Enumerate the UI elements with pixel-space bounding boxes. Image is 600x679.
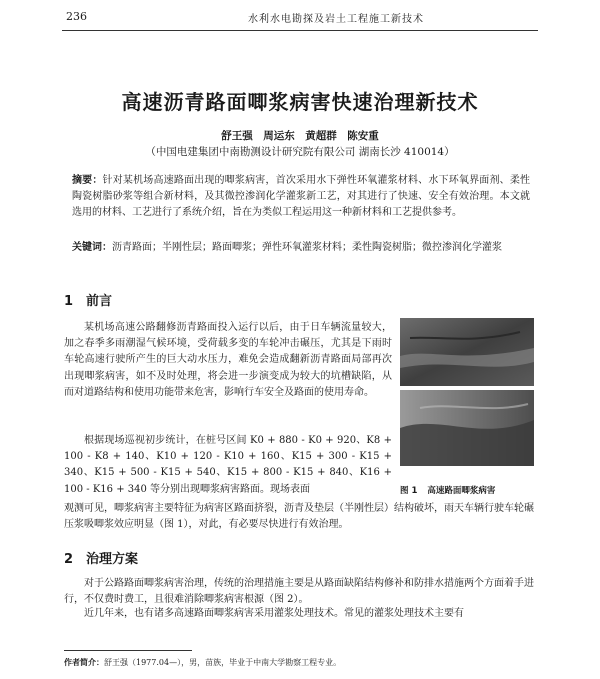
figure-caption <box>400 484 534 496</box>
abstract-label: 摘要： <box>72 175 103 186</box>
footnote-label: 作者简介： <box>64 658 104 667</box>
article-title: 高速沥青路面唧浆病害快速治理新技术 <box>121 90 479 114</box>
running-title: 水利水电勘探及岩土工程施工新技术 <box>248 14 424 25</box>
road-damage-photo <box>400 318 534 466</box>
abstract-text: 针对某机场高速路面出现的唧浆病害，首次采用水下弹性环氧灌浆材料、水下环氧界面剂、柔性陶瓷树脂砂浆等组合新材料，及其微控渗润化学灌浆新工艺，对其进行了快速、安全有效治理。本文就选用的材料、工艺进行了系统介绍，旨在为类似工程运用这一种新材料和工艺提供参考。 <box>72 175 531 218</box>
section-heading-treatment: 2 治理方案 <box>64 552 139 567</box>
paragraph: 近几年来，也有诸多高速路面唧浆病害采用灌浆处理技术。常见的灌浆处理技术主要有 <box>84 608 464 619</box>
paragraph: 对于公路路面唧浆病害治理，传统的治理措施主要是从路面缺陷结构修补和防排水措施两个方面着手进行，不仅费时费工，且很难消除唧浆病害根源（图 2）。 <box>64 578 534 606</box>
keywords-text: 沥青路面；半刚性层；路面唧浆；弹性环氧灌浆材料；柔性陶瓷树脂；微控渗润化学灌浆 <box>112 242 502 253</box>
paragraph: 观测可见，唧浆病害主要特征为病害区路面挤裂，沥青及垫层（半刚性层）结构破坏，雨天车辆行驶车轮碾压浆吸唧浆效应明显（图 1），对此，有必要尽快进行有效治理。 <box>64 503 534 531</box>
abstract <box>72 173 530 221</box>
author-list: 舒王强 周运东 黄超群 陈安重 <box>221 130 379 142</box>
figure-label: 图 1 <box>400 486 418 496</box>
paragraph: 某机场高速公路翻修沥青路面投入运行以后，由于日车辆流量较大，加之春季多雨潮湿气候环境，受荷载多变的车轮冲击碾压，尤其是下雨时车轮高速行驶所产生的巨大动水压力，难免会造成翻新沥青路面局部再次出现唧浆病害，如不及时处理，将会进一步演变成为较大的坑槽缺陷，从而对道路结构和使用功能带来危害，影响行车安全及路面的使用寿命。 <box>64 322 392 398</box>
footnote-rule <box>64 650 192 651</box>
page-number: 236 <box>66 10 87 23</box>
keywords-label: 关键词： <box>72 242 112 253</box>
affiliation: （中国电建集团中南勘测设计研究院有限公司 湖南长沙 410014） <box>145 146 455 158</box>
figure-caption-text: 高速路面唧浆病害 <box>427 486 496 496</box>
author-footnote <box>64 657 341 668</box>
paragraph: 根据现场巡视初步统计，在桩号区间 K0 + 880 - K0 + 920、K8 + 100 - K8 + 140、K10 + 120 - K10 + 160、K15 + 300 - K15 + 340、K15 + 500 - K15 + 540、K15 + 800 - K15 + 840、K16 + 100 - K16 + 340 等分别出现唧浆病害路面。现场表面 <box>64 435 392 495</box>
keywords <box>72 240 530 256</box>
section-heading-introduction: 1 前言 <box>64 294 113 309</box>
footnote-text: 舒王强（1977.04—），男，苗族，毕业于中南大学勘察工程专业。 <box>104 658 342 667</box>
